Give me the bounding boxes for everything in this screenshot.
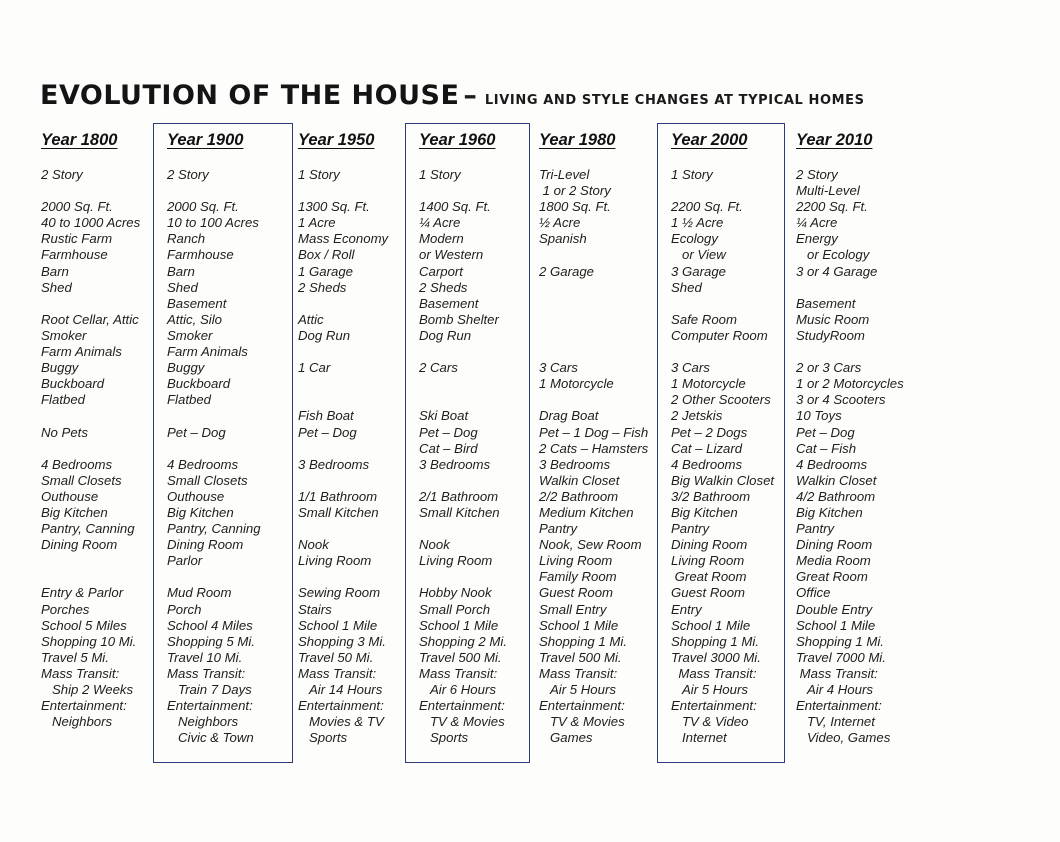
column-entry: TV & Video <box>671 714 749 730</box>
column-entry <box>539 296 648 312</box>
column-entry <box>419 473 507 489</box>
column-entry: Travel 500 Mi. <box>419 649 502 665</box>
column-entry: Mass Transit: <box>167 665 246 681</box>
column-entry: 1 Story <box>298 167 340 182</box>
column-entry: Dining Room <box>671 537 748 553</box>
column-entry: Neighbors <box>41 714 113 730</box>
column-entry: School 1 Mile <box>671 617 751 633</box>
column-entry: Entertainment: <box>41 698 127 714</box>
column-entry: Shopping 1 Mi. <box>671 633 759 649</box>
column-entry: Entry <box>671 601 702 617</box>
column-entry: Games <box>539 730 593 746</box>
column-entry: Mass Transit: <box>539 665 618 681</box>
column-entry: 1800 Sq. Ft. <box>539 199 611 215</box>
column-entry: Safe Room <box>671 311 737 327</box>
column-entry: Entry & Parlor <box>41 585 124 601</box>
column-entry: Big Kitchen <box>167 504 234 520</box>
column-entry: Guest Room <box>671 585 746 601</box>
column-entry: 4 Bedrooms <box>167 456 239 472</box>
column-entry: Train 7 Days <box>167 682 252 697</box>
column-entry: 4/2 Bathroom <box>796 488 876 504</box>
column-entry: Farmhouse <box>167 247 234 263</box>
column-entry: Mass Transit: <box>419 665 498 681</box>
column-entry: Pet – Dog <box>419 424 478 440</box>
column-entry: 40 to 1000 Acres <box>41 215 141 231</box>
column-entry: Air 5 Hours <box>671 682 748 697</box>
column-entry: Shopping 1 Mi. <box>796 633 884 649</box>
column-entry: Video, Games <box>796 730 891 746</box>
column-entry: Guest Room <box>539 585 614 601</box>
column-entry: 2 Story <box>796 167 838 182</box>
column-entry: Shopping 3 Mi. <box>298 633 386 649</box>
column-entry <box>671 344 774 360</box>
column-year-header: Year 1950 <box>298 131 375 149</box>
column-entry: 2200 Sq. Ft. <box>671 199 743 215</box>
column-entry: 1 Story <box>671 167 713 182</box>
column-entry: Mass Transit: <box>796 665 878 681</box>
column-entry: Cat – Bird <box>419 440 478 456</box>
column-entry: Dog Run <box>298 327 351 343</box>
column-entry: Nook, Sew Room <box>539 537 642 553</box>
column-entry: Neighbors <box>167 714 239 730</box>
column-entry: Walkin Closet <box>796 472 877 488</box>
column-0 <box>41 129 140 730</box>
column-year-header: Year 1800 <box>41 131 118 149</box>
column-entry: Modern <box>419 231 464 247</box>
column-entry: Root Cellar, Attic <box>41 311 139 327</box>
column-entry: Smoker <box>41 327 87 343</box>
column-entry: Mass Transit: <box>671 665 757 681</box>
column-entry: Mass Transit: <box>298 665 377 681</box>
column-entry: 1 Story <box>419 167 461 182</box>
column-entry: 2 Cars <box>419 360 458 376</box>
column-entry: Porch <box>167 601 202 617</box>
column-entry: Entertainment: <box>167 698 253 714</box>
column-entry <box>167 183 261 199</box>
column-entry: 2 Garage <box>539 263 594 279</box>
column-entry: Tri-Level <box>539 167 590 182</box>
column-entry: Small Closets <box>167 472 248 488</box>
column-entry: 4 Bedrooms <box>796 456 868 472</box>
column-entry: Air 6 Hours <box>419 682 496 697</box>
column-entry <box>298 441 388 457</box>
title-dash: – <box>463 80 477 111</box>
column-entry: 1 Car <box>298 360 331 376</box>
column-entry: Civic & Town <box>167 730 254 746</box>
column-entry <box>41 296 140 312</box>
column-entry: StudyRoom <box>796 327 865 343</box>
column-entry: Family Room <box>539 569 617 585</box>
column-entry: Pantry, Canning <box>167 521 261 537</box>
column-1 <box>167 129 261 746</box>
column-entry: Flatbed <box>167 392 211 408</box>
column-entry: Computer Room <box>671 327 768 343</box>
column-entry: Energy <box>796 231 838 247</box>
column-entry: 2 or 3 Cars <box>796 360 862 376</box>
column-entry: Living Room <box>539 553 613 569</box>
column-entry: 2200 Sq. Ft. <box>796 199 868 215</box>
column-entry: Shopping 1 Mi. <box>539 633 627 649</box>
column-entry: Small Kitchen <box>419 504 500 520</box>
column-entry: Farmhouse <box>41 247 108 263</box>
column-entry <box>419 376 507 392</box>
column-entry: Travel 500 Mi. <box>539 649 622 665</box>
column-entry: School 1 Mile <box>539 617 619 633</box>
column-entry <box>419 521 507 537</box>
column-entry: Spanish <box>539 231 587 247</box>
column-entry <box>539 312 648 328</box>
column-entry: Living Room <box>298 553 372 569</box>
column-entry: Air 4 Hours <box>796 682 873 697</box>
column-entry <box>298 344 388 360</box>
column-entry: Sports <box>298 730 348 746</box>
column-entry <box>41 441 140 457</box>
column-entry: 2 Story <box>167 167 209 182</box>
column-entry <box>539 344 648 360</box>
column-entry: 1 or 2 Motorcycles <box>796 376 904 392</box>
column-entry: 2 Sheds <box>419 279 468 295</box>
column-entry: Big Walkin Closet <box>671 472 775 488</box>
column-entry: ¼ Acre <box>419 215 461 231</box>
column-entry: Office <box>796 585 831 601</box>
column-entry: Smoker <box>167 327 213 343</box>
column-entry: Pantry, Canning <box>41 521 135 537</box>
column-entry: Outhouse <box>167 488 225 504</box>
column-entry: Farm Animals <box>41 344 122 360</box>
column-entry: Flatbed <box>41 392 85 408</box>
column-entry: Pantry <box>796 521 835 537</box>
column-entry <box>41 553 140 569</box>
column-entry: 10 to 100 Acres <box>167 215 259 231</box>
column-entry: Living Room <box>419 553 493 569</box>
column-entry: Great Room <box>796 569 868 585</box>
column-entry: 2 Sheds <box>298 279 347 295</box>
column-entry: Media Room <box>796 553 871 569</box>
column-entry: Medium Kitchen <box>539 504 634 520</box>
column-year-header: Year 1980 <box>539 131 616 149</box>
column-entry: Carport <box>419 263 463 279</box>
column-entry: Multi-Level <box>796 183 860 199</box>
column-entry: Small Kitchen <box>298 504 379 520</box>
column-entry: Cat – Lizard <box>671 440 743 456</box>
column-entry: Mass Transit: <box>41 665 120 681</box>
column-entry: Music Room <box>796 311 870 327</box>
column-entry: 1 Motorcycle <box>539 376 614 392</box>
column-entry: Box / Roll <box>298 247 355 263</box>
column-entry <box>539 280 648 296</box>
column-entry: Pet – Dog <box>796 424 855 440</box>
column-entry: Pantry <box>539 521 578 537</box>
column-entry: Rustic Farm <box>41 231 113 247</box>
column-year-header: Year 2000 <box>671 131 748 149</box>
column-entry: Buckboard <box>41 376 105 392</box>
column-entry: Big Kitchen <box>796 504 863 520</box>
column-entry: Pet – Dog <box>167 424 226 440</box>
column-entry: Travel 7000 Mi. <box>796 649 886 665</box>
column-entry <box>298 392 388 408</box>
column-entry <box>41 569 140 585</box>
column-entry <box>41 408 140 424</box>
column-2 <box>298 129 388 746</box>
column-entry: TV & Movies <box>539 714 625 730</box>
column-entry: Entertainment: <box>796 698 882 714</box>
column-entry: Basement <box>419 295 479 311</box>
column-entry: Shed <box>167 279 198 295</box>
column-entry: or View <box>671 247 726 263</box>
column-entry: Hobby Nook <box>419 585 492 601</box>
column-entry <box>671 296 774 312</box>
column-entry: No Pets <box>41 424 88 440</box>
column-entry: Sports <box>419 730 469 746</box>
column-entry: Ecology <box>671 231 718 247</box>
column-entry: 3 Bedrooms <box>419 456 491 472</box>
column-entry: Small Closets <box>41 472 122 488</box>
column-entry: Dining Room <box>41 537 118 553</box>
document-title <box>40 80 865 111</box>
column-entry <box>167 408 261 424</box>
column-entry: Entertainment: <box>539 698 625 714</box>
column-entry <box>539 247 648 263</box>
column-entry: School 1 Mile <box>419 617 499 633</box>
column-entry: 3 or 4 Scooters <box>796 392 886 408</box>
column-entry <box>167 441 261 457</box>
column-entry <box>419 344 507 360</box>
column-entry: 2 Story <box>41 167 83 182</box>
column-entry: Parlor <box>167 553 203 569</box>
column-entry: Buckboard <box>167 376 231 392</box>
column-entry: 2 Jetskis <box>671 408 723 424</box>
column-entry: School 1 Mile <box>796 617 876 633</box>
column-entry: Mass Economy <box>298 231 389 247</box>
column-entry: Travel 3000 Mi. <box>671 649 761 665</box>
column-entry: Buggy <box>41 360 79 376</box>
column-entry: 1 or 2 Story <box>539 183 611 199</box>
column-entry: Pet – 2 Dogs <box>671 424 748 440</box>
column-entry: Living Room <box>671 553 745 569</box>
column-entry: Travel 5 Mi. <box>41 649 109 665</box>
column-entry <box>671 183 774 199</box>
column-entry: 4 Bedrooms <box>41 456 113 472</box>
column-entry: Fish Boat <box>298 408 354 424</box>
column-entry: Travel 10 Mi. <box>167 649 243 665</box>
column-entry: TV & Movies <box>419 714 505 730</box>
column-entry: Entertainment: <box>298 698 384 714</box>
column-entry: 3 Cars <box>671 360 710 376</box>
column-entry <box>298 376 388 392</box>
column-entry <box>167 569 261 585</box>
column-entry: Movies & TV <box>298 714 384 730</box>
column-entry: 2000 Sq. Ft. <box>41 199 113 215</box>
column-year-header: Year 1960 <box>419 131 496 149</box>
column-4 <box>539 129 648 746</box>
column-entry: TV, Internet <box>796 714 875 730</box>
column-entry: Barn <box>167 263 195 279</box>
column-entry: Dog Run <box>419 327 472 343</box>
column-entry: Outhouse <box>41 488 99 504</box>
column-entry: or Western <box>419 247 484 263</box>
column-entry: 1300 Sq. Ft. <box>298 199 370 215</box>
column-entry: Buggy <box>167 360 205 376</box>
column-entry: Basement <box>796 295 856 311</box>
column-entry: 3 Garage <box>671 263 726 279</box>
column-entry: Shopping 10 Mi. <box>41 633 137 649</box>
column-entry <box>298 296 388 312</box>
column-entry: Drag Boat <box>539 408 599 424</box>
column-entry: Bomb Shelter <box>419 311 499 327</box>
column-entry: Barn <box>41 263 69 279</box>
column-entry <box>796 344 904 360</box>
column-entry: Ski Boat <box>419 408 469 424</box>
column-entry: Ranch <box>167 231 206 247</box>
column-entry: 3 Bedrooms <box>298 456 370 472</box>
title-main: EVOLUTION OF THE HOUSE <box>40 80 460 111</box>
column-entry: Double Entry <box>796 601 873 617</box>
column-entry: 1/1 Bathroom <box>298 488 378 504</box>
column-entry: 1400 Sq. Ft. <box>419 199 491 215</box>
column-entry: or Ecology <box>796 247 870 263</box>
column-entry: 1 Acre <box>298 215 336 231</box>
column-entry: 10 Toys <box>796 408 842 424</box>
column-entry: ¼ Acre <box>796 215 838 231</box>
column-entry <box>298 473 388 489</box>
column-entry <box>796 280 904 296</box>
column-entry: 2/2 Bathroom <box>539 488 619 504</box>
column-entry <box>298 569 388 585</box>
column-entry <box>419 392 507 408</box>
column-entry: Pantry <box>671 521 710 537</box>
column-6 <box>796 129 904 746</box>
title-subtitle: LIVING AND STYLE CHANGES AT TYPICAL HOMES <box>484 93 865 108</box>
column-entry: Small Porch <box>419 601 491 617</box>
column-3 <box>419 129 507 746</box>
column-entry: School 1 Mile <box>298 617 378 633</box>
column-entry: 3 or 4 Garage <box>796 263 878 279</box>
column-5 <box>671 129 774 746</box>
column-entry: 2 Cats – Hamsters <box>539 440 649 456</box>
column-entry: Shopping 5 Mi. <box>167 633 255 649</box>
column-entry: Dining Room <box>796 537 873 553</box>
column-entry: Shed <box>41 279 72 295</box>
column-entry: Attic, Silo <box>167 311 222 327</box>
column-entry: Internet <box>671 730 727 746</box>
column-entry: Walkin Closet <box>539 472 620 488</box>
column-entry: Entertainment: <box>419 698 505 714</box>
column-entry: Nook <box>419 537 450 553</box>
column-entry: Big Kitchen <box>41 504 108 520</box>
column-entry: Big Kitchen <box>671 504 738 520</box>
column-entry: Attic <box>298 311 324 327</box>
column-entry: Shopping 2 Mi. <box>419 633 507 649</box>
column-entry: Travel 50 Mi. <box>298 649 374 665</box>
column-entry: ½ Acre <box>539 215 581 231</box>
column-entry: Farm Animals <box>167 344 248 360</box>
column-entry <box>539 328 648 344</box>
column-entry: Porches <box>41 601 90 617</box>
column-entry: Pet – 1 Dog – Fish <box>539 424 649 440</box>
column-entry: School 4 Miles <box>167 617 253 633</box>
column-entry: 2/1 Bathroom <box>419 488 499 504</box>
column-entry: 1 ½ Acre <box>671 215 724 231</box>
column-entry: Stairs <box>298 601 332 617</box>
column-year-header: Year 1900 <box>167 131 244 149</box>
column-entry: Shed <box>671 279 702 295</box>
column-entry <box>539 392 648 408</box>
column-entry: 2 Other Scooters <box>671 392 771 408</box>
column-entry: Air 5 Hours <box>539 682 616 697</box>
column-entry <box>419 569 507 585</box>
column-entry: Cat – Fish <box>796 440 857 456</box>
column-entry: Nook <box>298 537 329 553</box>
column-entry: Sewing Room <box>298 585 381 601</box>
column-entry: Mud Room <box>167 585 232 601</box>
column-entry <box>41 183 140 199</box>
column-entry <box>419 183 507 199</box>
column-entry: School 5 Miles <box>41 617 127 633</box>
column-entry <box>298 183 388 199</box>
column-entry: 1 Motorcycle <box>671 376 746 392</box>
column-entry: 1 Garage <box>298 263 353 279</box>
column-entry: 3 Bedrooms <box>539 456 611 472</box>
column-entry: 4 Bedrooms <box>671 456 743 472</box>
column-entry: 2000 Sq. Ft. <box>167 199 239 215</box>
column-entry: Great Room <box>671 569 747 585</box>
column-entry: 3 Cars <box>539 360 578 376</box>
column-entry: Entertainment: <box>671 698 757 714</box>
column-year-header: Year 2010 <box>796 131 873 149</box>
column-entry: Air 14 Hours <box>298 682 383 697</box>
column-entry: Pet – Dog <box>298 424 357 440</box>
column-entry: Dining Room <box>167 537 244 553</box>
column-entry: 3/2 Bathroom <box>671 488 751 504</box>
column-entry <box>298 521 388 537</box>
column-entry: Ship 2 Weeks <box>41 682 134 697</box>
column-entry: Basement <box>167 295 227 311</box>
column-entry: Small Entry <box>539 601 607 617</box>
